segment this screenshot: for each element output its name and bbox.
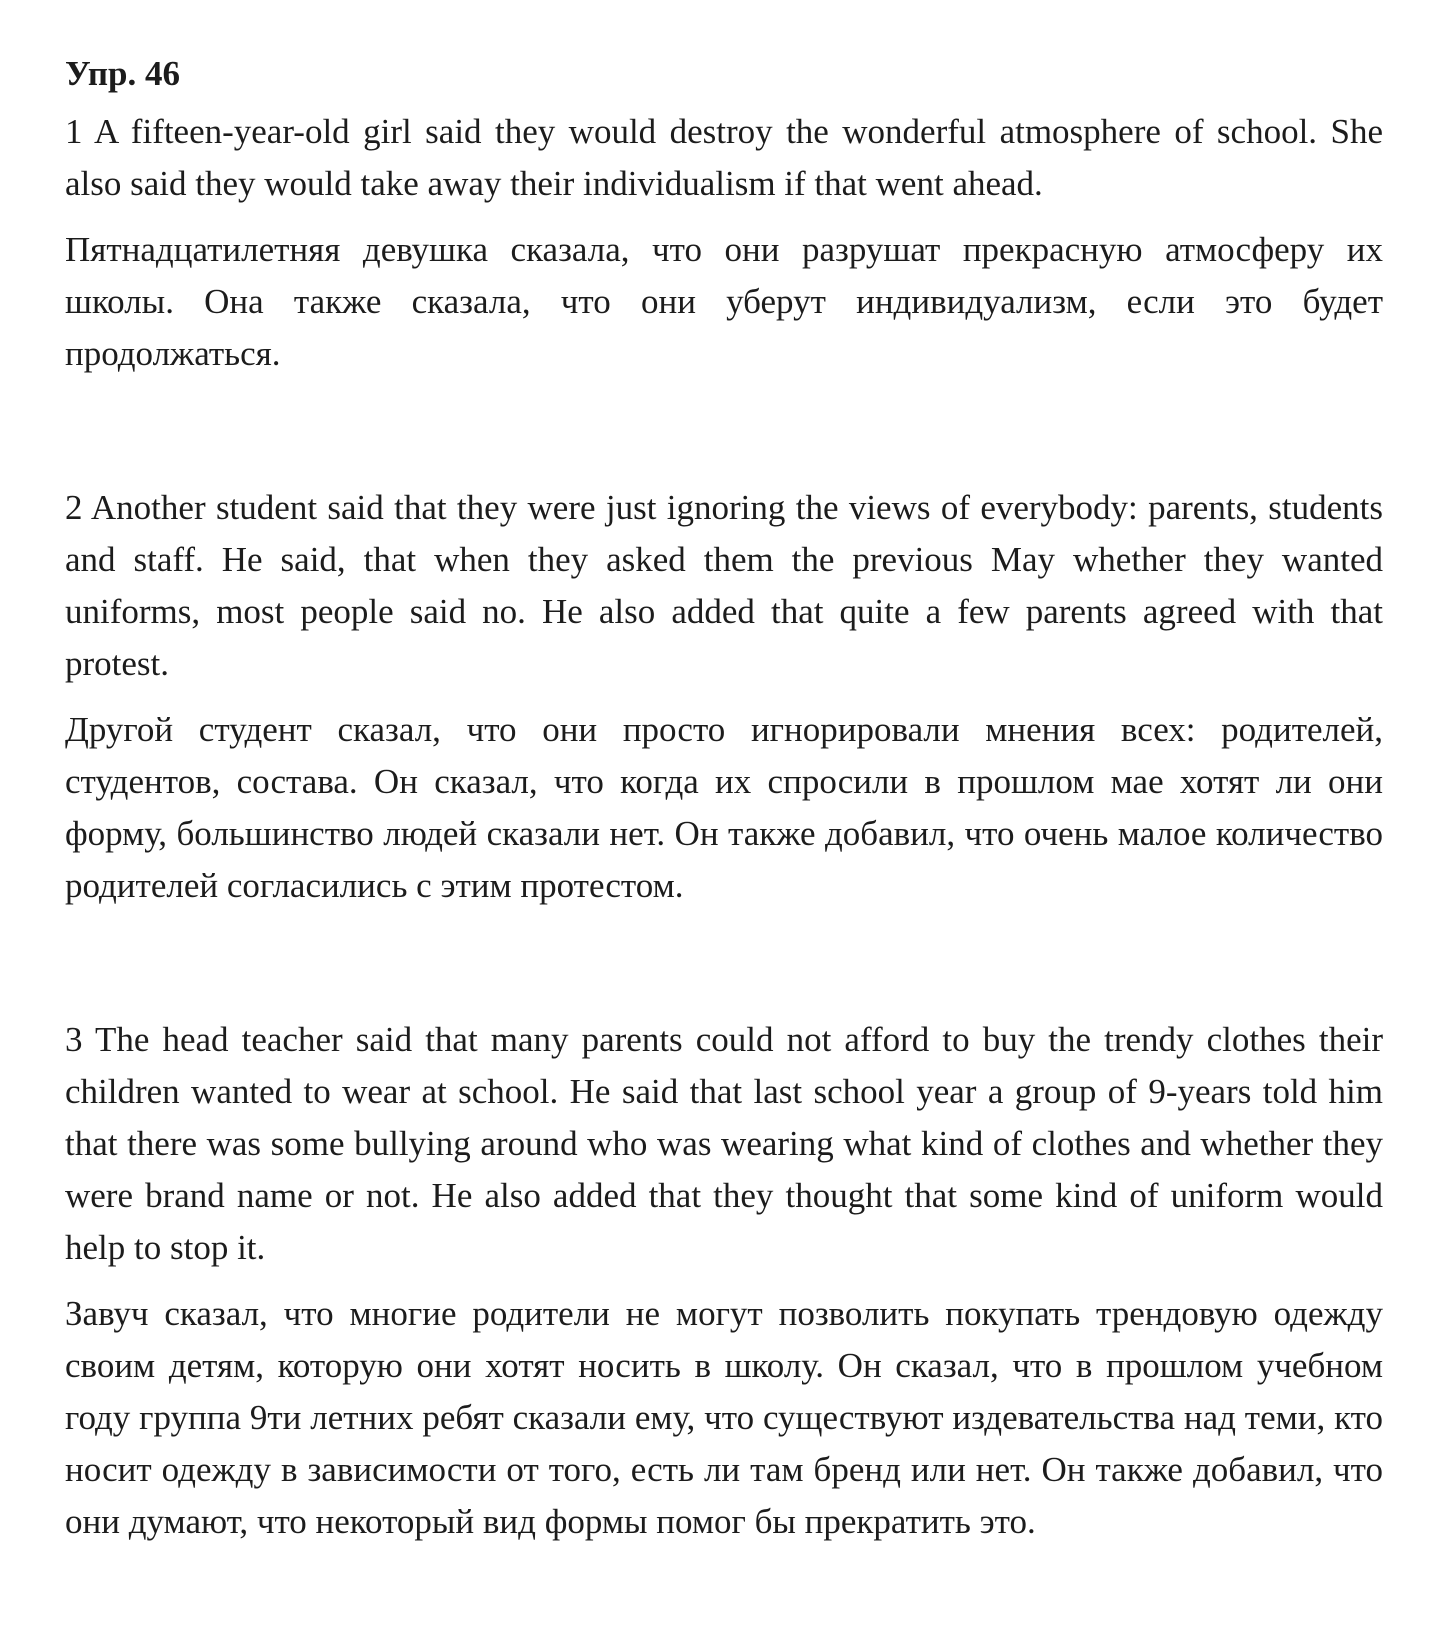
russian-translation: Другой студент сказал, что они просто игнорировали мнения всех: родителей, студентов, состава. Он сказал, что когда их спросили в прошлом мае хотят ли они форму, большинство людей сказали нет. Он также добавил, что очень малое количество родителей согласились с этим протестом. <box>65 710 1383 905</box>
section-spacer <box>65 912 1383 1014</box>
exercise-title: Упр. 46 <box>65 54 180 93</box>
exercise-item-2 <box>65 482 1383 912</box>
section-spacer <box>65 380 1383 482</box>
english-paragraph: 2 Another student said that they were just ignoring the views of everybody: parents, students and staff. He said, that when they asked them the previous May whether they wanted uniforms, most people said no. He also added that quite a few parents agreed with that protest. <box>65 488 1383 683</box>
russian-translation: Пятнадцатилетняя девушка сказала, что они разрушат прекрасную атмосферу их школы. Она также сказала, что они уберут индивидуализм, если это будет продолжаться. <box>65 230 1383 373</box>
exercise-item-1 <box>65 106 1383 380</box>
exercise-item-3 <box>65 1014 1383 1548</box>
document-page <box>65 48 1383 1548</box>
russian-translation: Завуч сказал, что многие родители не могут позволить покупать трендовую одежду своим детям, которую они хотят носить в школу. Он сказал, что в прошлом учебном году группа 9ти летних ребят сказали ему, что существуют издевательства над теми, кто носит одежду в зависимости от того, есть ли там бренд или нет. Он также добавил, что они думают, что некоторый вид формы помог бы прекратить это. <box>65 1294 1383 1541</box>
english-paragraph: 3 The head teacher said that many parents could not afford to buy the trendy clothes their children wanted to wear at school. He said that last school year a group of 9-years told him that there was some bullying around who was wearing what kind of clothes and whether they were brand name or not. He also added that they thought that some kind of uniform would help to stop it. <box>65 1020 1383 1267</box>
english-paragraph: 1 A fifteen-year-old girl said they would destroy the wonderful atmosphere of school. She also said they would take away their individualism if that went ahead. <box>65 112 1383 203</box>
